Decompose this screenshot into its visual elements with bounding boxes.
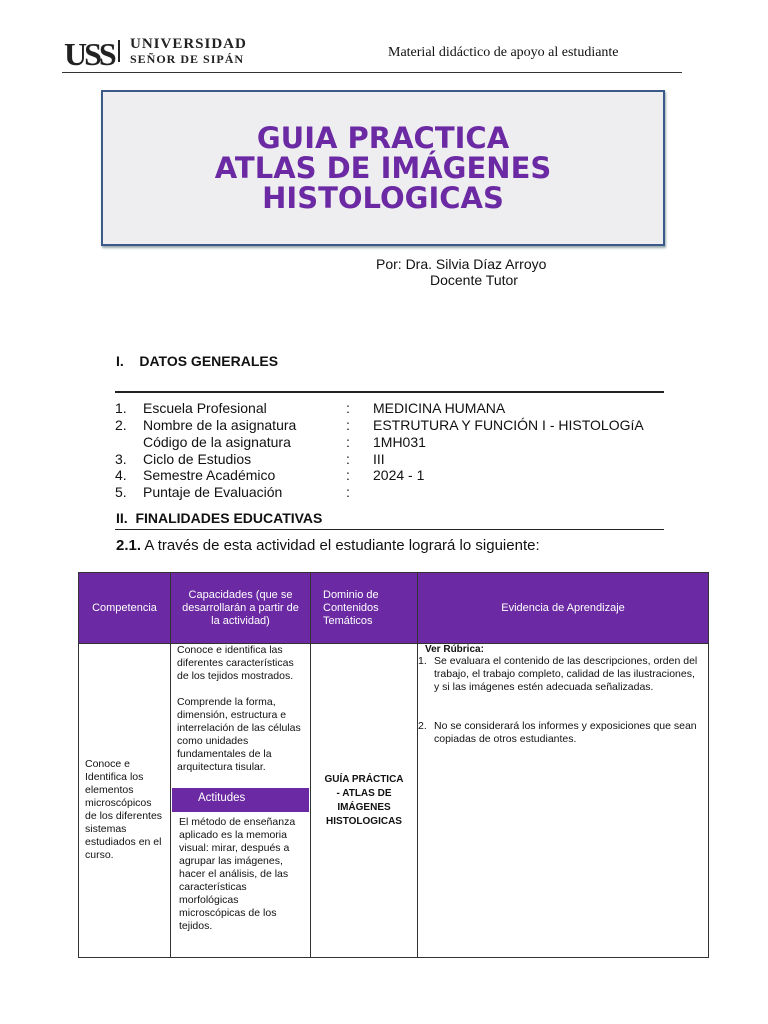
title-line-1: GUIA PRACTICA: [256, 121, 510, 155]
title-line-3: HISTOLOGICAS: [262, 181, 504, 215]
header-competencia: Competencia: [79, 573, 171, 644]
university-name: UNIVERSIDAD: [130, 36, 247, 52]
header-caption: Material didáctico de apoyo al estudiante: [388, 45, 619, 60]
competencia-cell: [79, 644, 171, 958]
header-evidencia: Evidencia de Aprendizaje: [418, 573, 709, 644]
list-item: 1. Se evaluara el contenido de las descripciones, orden del trabajo, el trabajo completo, calidad de las ilustraciones, y si las imágenes estén adecuada señalizadas.: [418, 655, 698, 693]
logo-separator: [118, 40, 120, 62]
title-line-2: ATLAS DE IMÁGENES: [214, 151, 552, 185]
evidencia-heading: Ver Rúbrica:: [425, 644, 484, 655]
section-1-divider: [115, 391, 664, 393]
capacidades-text-2: Comprende la forma, dimensión, estructura e interrelación de las células como unidades fundamentales de la arquitectura tisular.: [177, 696, 301, 773]
university-subname: SEÑOR DE SIPÁN: [130, 52, 245, 66]
author-name: Por: Dra. Silvia Díaz Arroyo: [376, 256, 547, 272]
section-2-divider: [115, 529, 664, 530]
capacidades-cell: [171, 644, 311, 958]
university-logo-mark: USS: [64, 36, 114, 72]
table-row: [79, 644, 709, 958]
dominio-cell: [311, 644, 418, 958]
dominio-text: GUÍA PRÁCTICA - ATLAS DE IMÁGENES HISTOLOGICAS: [324, 773, 404, 827]
actitudes-text: El método de enseñanza aplicado es la memoria visual: mirar, después a agrupar las imágenes, hacer el análisis, de las características morfológicas microscópicas de los tejidos.: [179, 816, 296, 932]
capacidades-text-1: Conoce e identifica las diferentes características de los tejidos mostrados.: [177, 644, 294, 682]
section-2-intro: 2.1. A través de esta actividad el estudiante logrará lo siguiente:: [116, 537, 540, 554]
evidencia-cell: [418, 644, 709, 958]
header-divider: [62, 72, 682, 73]
header-dominio: Dominio de Contenidos Temáticos: [311, 573, 418, 644]
header-capacidades: Capacidades (que se desarrollarán a partir de la actividad): [171, 573, 311, 644]
author-role: Docente Tutor: [430, 272, 518, 288]
competencies-table: [78, 572, 709, 958]
title-box: [101, 90, 665, 246]
competencia-text: Conoce e Identifica los elementos microscópicos de los diferentes sistemas estudiados en el curso.: [85, 757, 163, 861]
table-header-row: [79, 573, 709, 644]
list-item: 2. No se considerará los informes y exposiciones que sean copiadas de otros estudiantes.: [418, 720, 697, 745]
section-1-title: I. DATOS GENERALES: [116, 353, 279, 369]
actitudes-label: Actitudes: [172, 788, 309, 812]
section-2-title: II. FINALIDADES EDUCATIVAS: [116, 510, 323, 526]
